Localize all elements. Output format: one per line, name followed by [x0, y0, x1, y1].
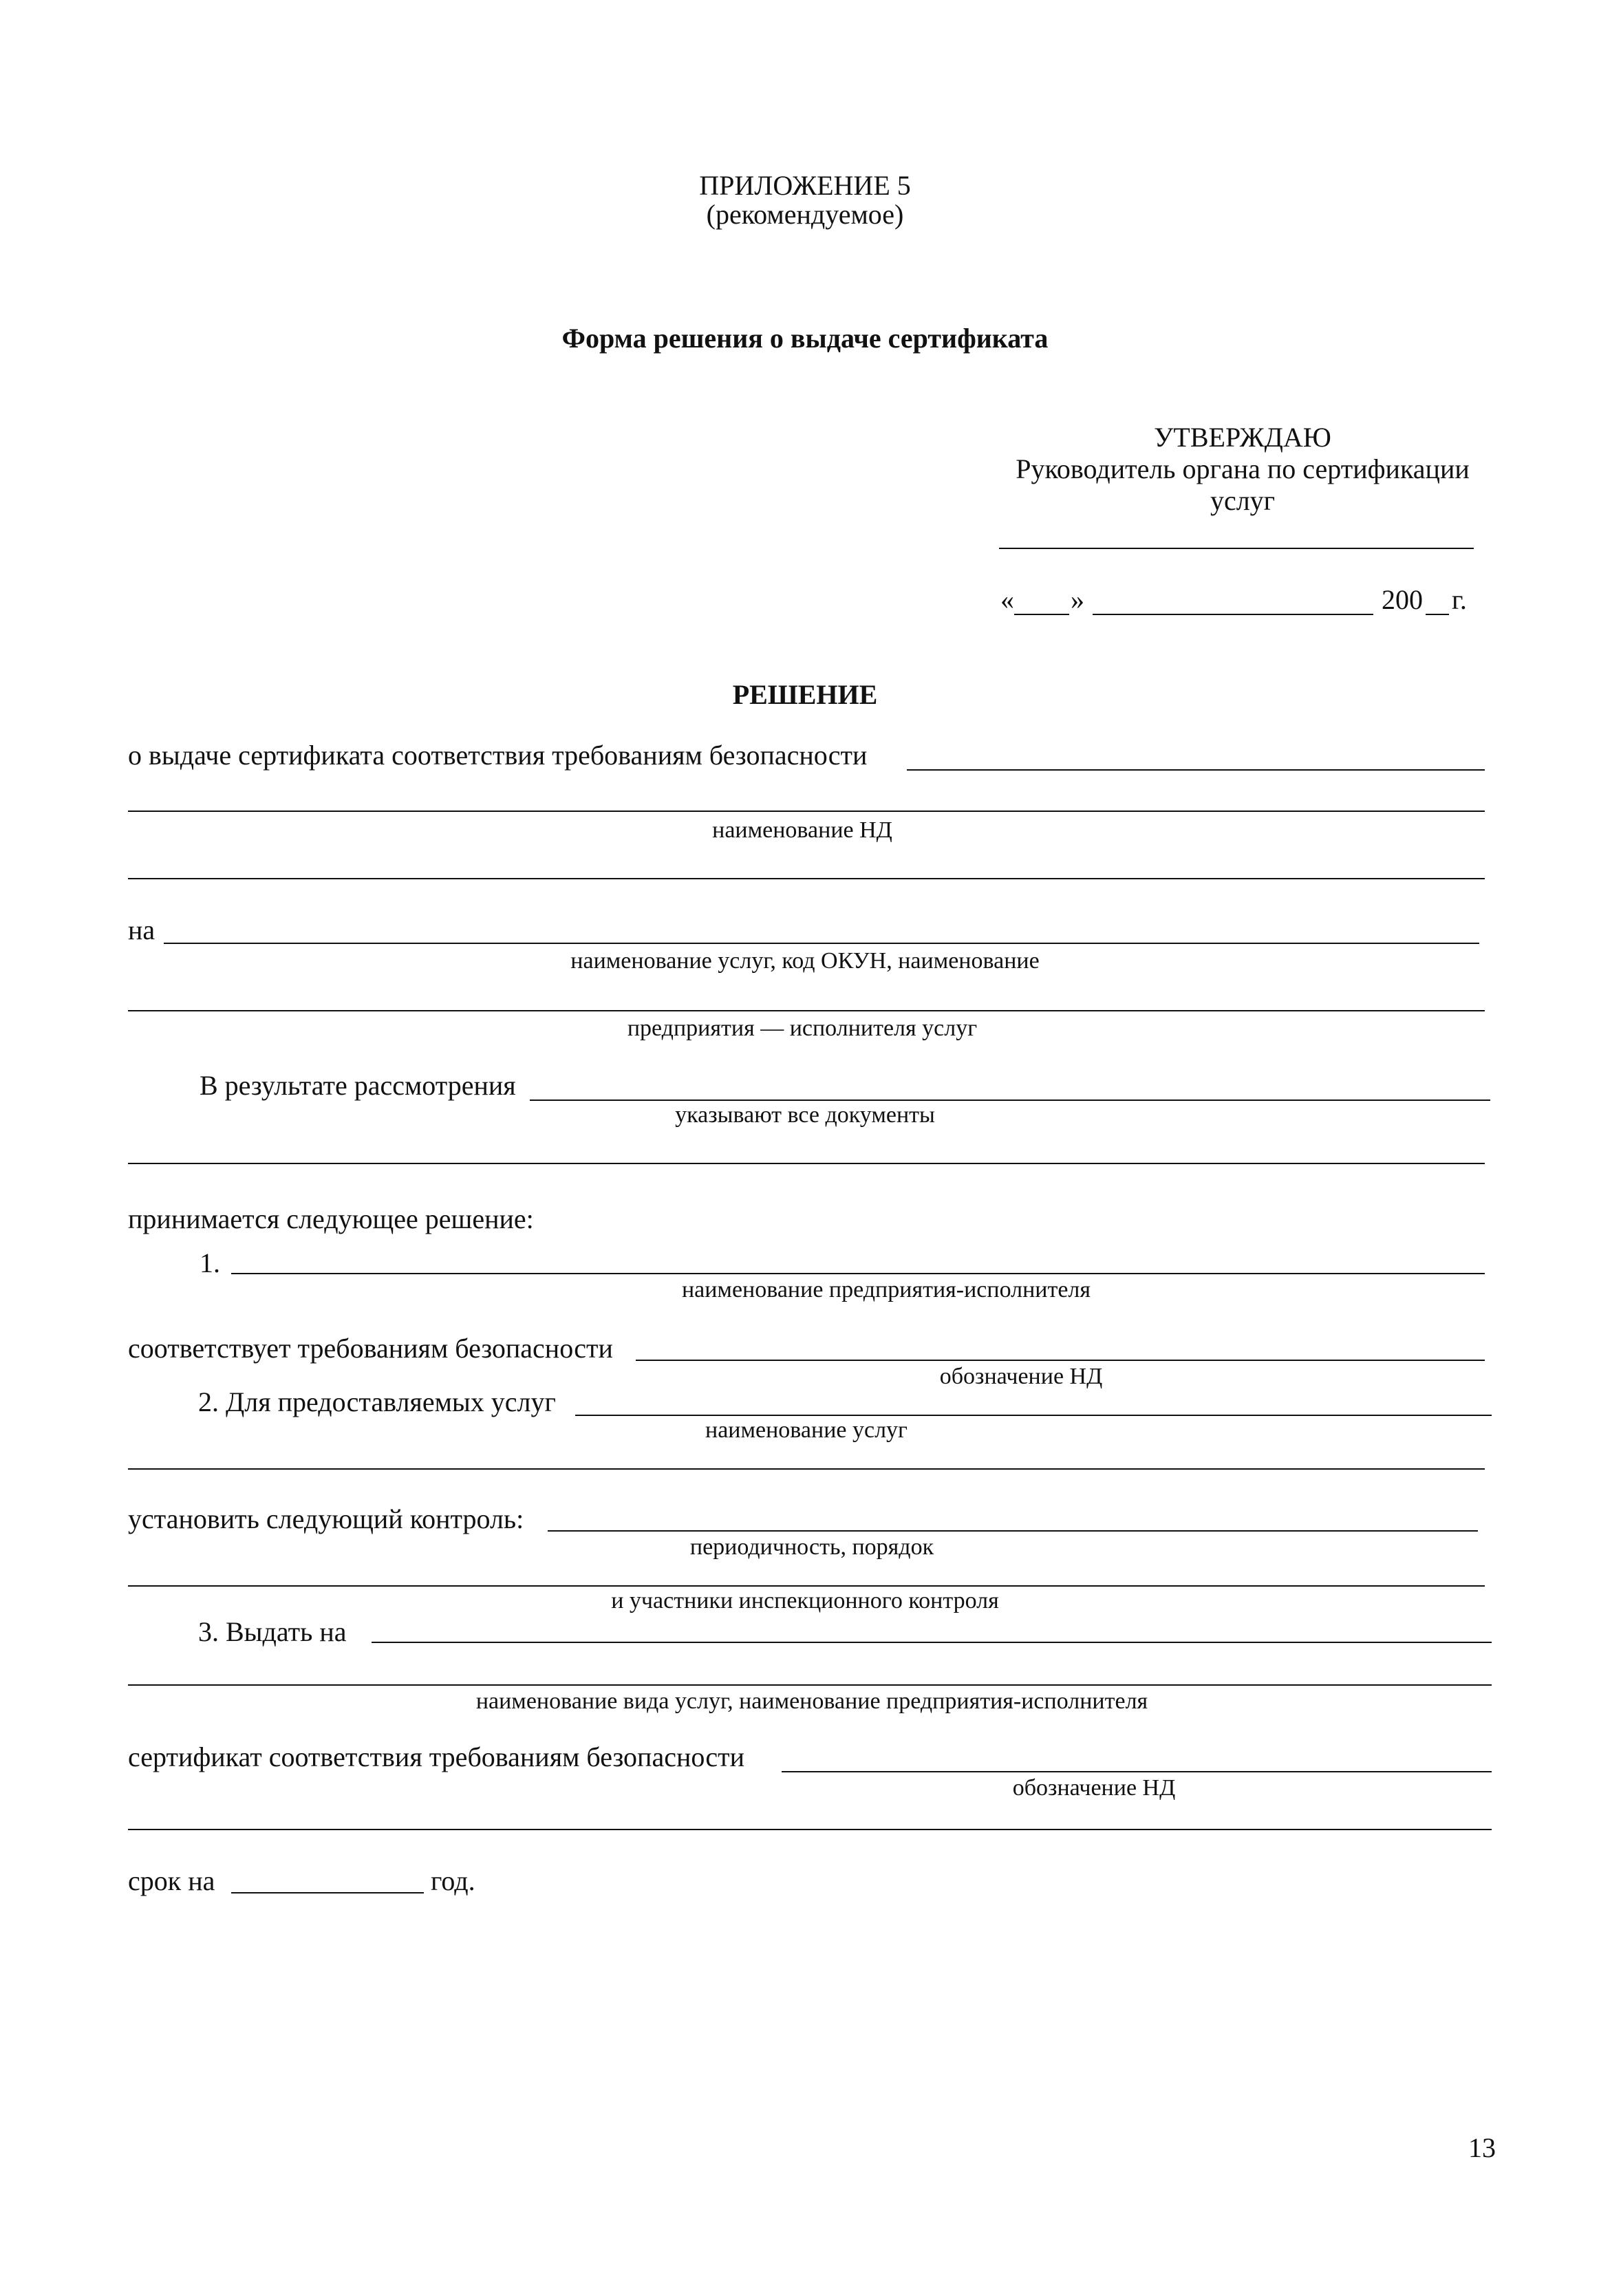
services-caption-1: наименование услуг, код ОКУН, наименование [570, 948, 1040, 974]
approve-label: УТВЕРЖДАЮ [1154, 422, 1331, 453]
page-number: 13 [1468, 2132, 1496, 2163]
services-caption-2: предприятия — исполнителя услуг [627, 1016, 978, 1041]
item1-caption: наименование предприятия-исполнителя [681, 1277, 1091, 1302]
term-prefix: срок на [128, 1865, 215, 1896]
item3-label: 3. Выдать на [198, 1616, 347, 1647]
item3-line-2[interactable] [128, 1684, 1492, 1686]
form-title: Форма решения о выдаче сертификата [561, 323, 1049, 354]
certificate-line-1[interactable] [782, 1771, 1492, 1772]
docs-caption: указывают все документы [675, 1102, 935, 1128]
approver-signature-line[interactable] [999, 548, 1474, 549]
date-open-quote: « [1000, 584, 1014, 615]
review-label: В результате рассмотрения [200, 1070, 516, 1101]
nd-line-2[interactable] [128, 811, 1485, 812]
year-suffix: г. [1452, 584, 1467, 615]
certificate-caption: обозначение НД [1012, 1775, 1176, 1801]
control-line-2[interactable] [128, 1585, 1485, 1587]
services-line-2[interactable] [128, 1010, 1485, 1011]
item3-caption: наименование вида услуг, наименование предприятия-исполнителя [475, 1688, 1148, 1714]
year-digits-line[interactable] [1426, 614, 1449, 615]
control-caption-2: и участники инспекционного контроля [611, 1588, 999, 1613]
decision-taken: принимается следующее решение: [128, 1203, 534, 1234]
term-line[interactable] [231, 1892, 424, 1893]
item2-line-2[interactable] [128, 1468, 1485, 1470]
review-line-2[interactable] [128, 1163, 1485, 1164]
decision-title: РЕШЕНИЕ [732, 679, 878, 710]
certificate-label: сертификат соответствия требованиям безопасности [128, 1741, 745, 1772]
appendix-note: (рекомендуемое) [706, 199, 904, 230]
approver-title-line2: услуг [1210, 485, 1276, 516]
item1-number: 1. [200, 1247, 220, 1278]
complies-label: соответствует требованиям безопасности [128, 1333, 613, 1364]
nd-caption: наименование НД [712, 817, 892, 843]
item2-line-1[interactable] [575, 1415, 1492, 1416]
intro-text: о выдаче сертификата соответствия требованиям безопасности [128, 740, 868, 771]
control-line-1[interactable] [548, 1530, 1478, 1532]
certificate-line-2[interactable] [128, 1829, 1492, 1830]
review-line-1[interactable] [530, 1099, 1490, 1101]
term-suffix: год. [431, 1865, 475, 1896]
complies-caption: обозначение НД [939, 1364, 1103, 1389]
services-line-1[interactable] [164, 943, 1479, 944]
nd-line-3[interactable] [128, 878, 1485, 879]
complies-line[interactable] [636, 1360, 1485, 1361]
appendix-title: ПРИЛОЖЕНИЕ 5 [699, 170, 911, 201]
control-caption-1: периодичность, порядок [689, 1534, 934, 1560]
on-label: на [128, 914, 155, 945]
item2-label: 2. Для предоставляемых услуг [198, 1386, 556, 1417]
date-day-line[interactable] [1014, 614, 1069, 615]
item3-line-1[interactable] [372, 1642, 1492, 1643]
date-close-quote: » [1071, 584, 1084, 615]
date-month-line[interactable] [1093, 614, 1373, 615]
item2-caption: наименование услуг [705, 1417, 908, 1443]
nd-line-1[interactable] [907, 769, 1485, 771]
year-prefix: 200 [1382, 584, 1423, 615]
approver-title-line1: Руководитель органа по сертификации [1016, 453, 1470, 484]
control-label: установить следующий контроль: [128, 1503, 524, 1534]
item1-line[interactable] [231, 1273, 1485, 1274]
